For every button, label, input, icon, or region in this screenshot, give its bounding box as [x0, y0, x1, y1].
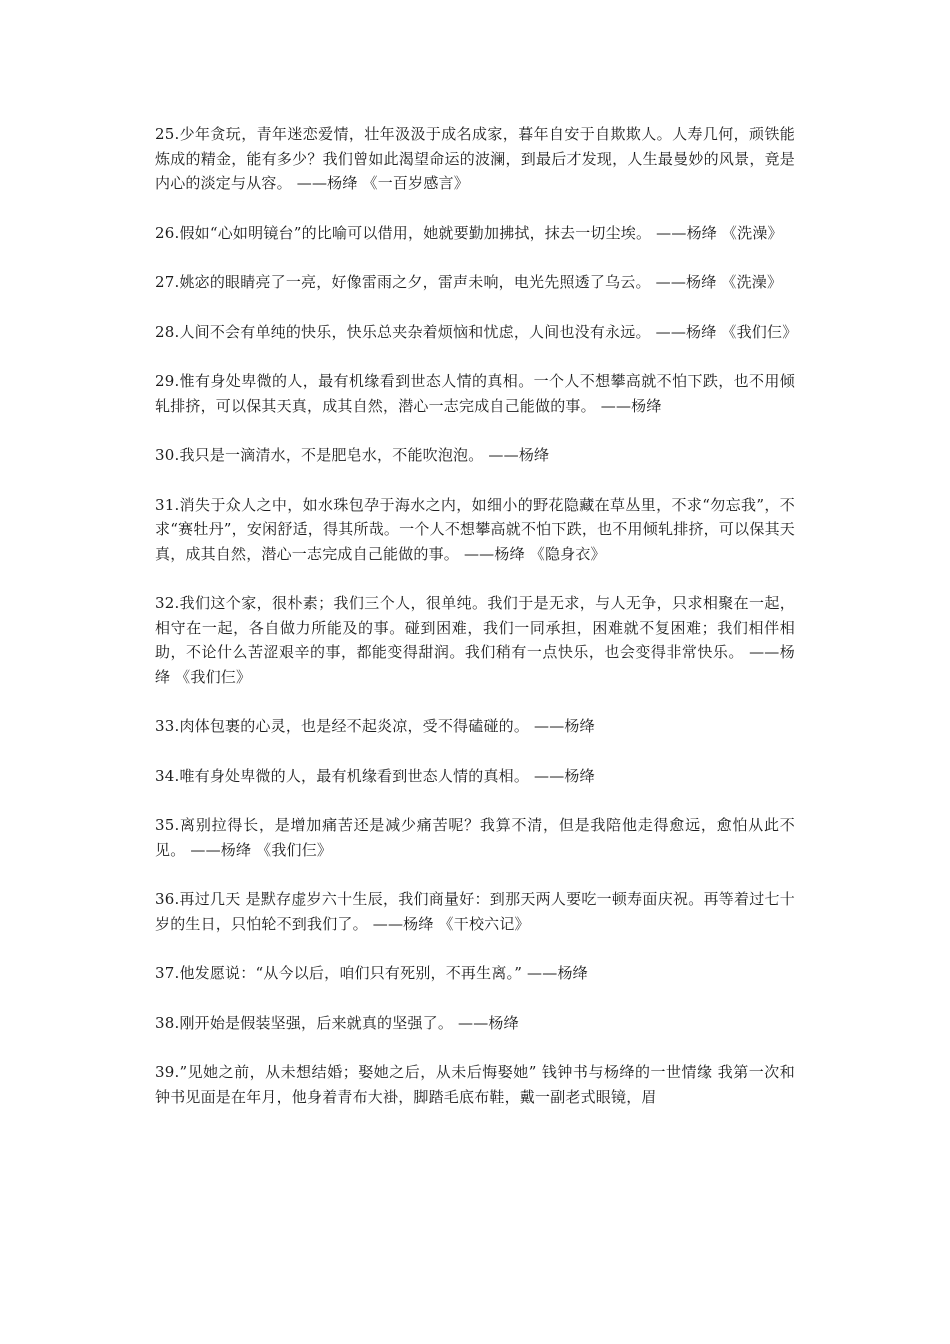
quote-30: 30.我只是一滴清水，不是肥皂水，不能吹泡泡。 ——杨绛 [155, 446, 550, 464]
quote-37: 37.他发愿说：“从今以后，咱们只有死别，不再生离。” ——杨绛 [155, 964, 588, 982]
quote-29: 29.惟有身处卑微的人，最有机缘看到世态人情的真相。一个人不想攀高就不怕下跌，也不用倾轧排挤，可以保其天真，成其自然，潜心一志完成自己能做的事。 ——杨绛 [155, 372, 795, 415]
quote-36: 36.再过几天 是默存虚岁六十生辰，我们商量好：到那天两人要吃一顿寿面庆祝。再等着过七十 岁的生日，只怕轮不到我们了。 ——杨绛 《干校六记》 [155, 890, 800, 933]
quote-34: 34.唯有身处卑微的人，最有机缘看到世态人情的真相。 ——杨绛 [155, 766, 595, 785]
quote-35: 35.离别拉得长，是增加痛苦还是减少痛苦呢？我算不清，但是我陪他走得愈远，愈怕从此不见。 ——杨绛 《我们仨》 [155, 816, 795, 859]
quote-32: 32.我们这个家，很朴素；我们三个人，很单纯。我们于是无求，与人无争，只求相聚在一起，相守在一起，各自做力所能及的事。碰到困难，我们一同承担，困难就不复困难；我们相伴相助，不论什么苦涩艰辛的事，都能变得甜润。我们稍有一点快乐，也会变得非常快乐。 ——杨绛 《我们仨》 [155, 594, 795, 686]
quote-33: 33.肉体包裹的心灵，也是经不起炎凉，受不得磕碰的。 ——杨绛 [155, 717, 595, 735]
quote-26: 26.假如“心如明镜台”的比喻可以借用，她就要勤加拂拭，抹去一切尘埃。 ——杨绛 《洗澡》 [155, 223, 783, 242]
document-body [155, 122, 800, 1134]
quote-39: 39.”见她之前，从未想结婚；娶她之后，从未后悔娶她” 钱钟书与杨绛的一世情缘 我第一次和钟书见面是在年月，他身着青布大褂，脚踏毛底布鞋，戴一副老式眼镜，眉 [155, 1063, 795, 1106]
quote-38: 38.刚开始是假装坚强，后来就真的坚强了。 ——杨绛 [155, 1013, 519, 1032]
quote-25: 25.少年贪玩，青年迷恋爱情，壮年汲汲于成名成家，暮年自安于自欺欺人。人寿几何，顽铁能炼成的精金，能有多少？我们曾如此渴望命运的波澜，到最后才发现，人生最曼妙的风景，竟是内心的淡定与从容。 ——杨绛 《一百岁感言》 [155, 125, 795, 192]
quote-31: 31.消失于众人之中，如水珠包孕于海水之内，如细小的野花隐藏在草丛里，不求“勿忘我”，不求“赛牡丹”，安闲舒适，得其所哉。一个人不想攀高就不怕下跌，也不用倾轧排挤，可以保其天真，成其自然，潜心一志完成自己能做的事。 ——杨绛 《隐身衣》 [155, 495, 795, 563]
quote-28: 28.人间不会有单纯的快乐，快乐总夹杂着烦恼和忧虑，人间也没有永远。 ——杨绛 《我们仨》 [155, 322, 798, 341]
quote-27: 27.姚宓的眼睛亮了一亮，好像雷雨之夕，雷声未响，电光先照透了乌云。 ——杨绛 《洗澡》 [155, 273, 783, 291]
